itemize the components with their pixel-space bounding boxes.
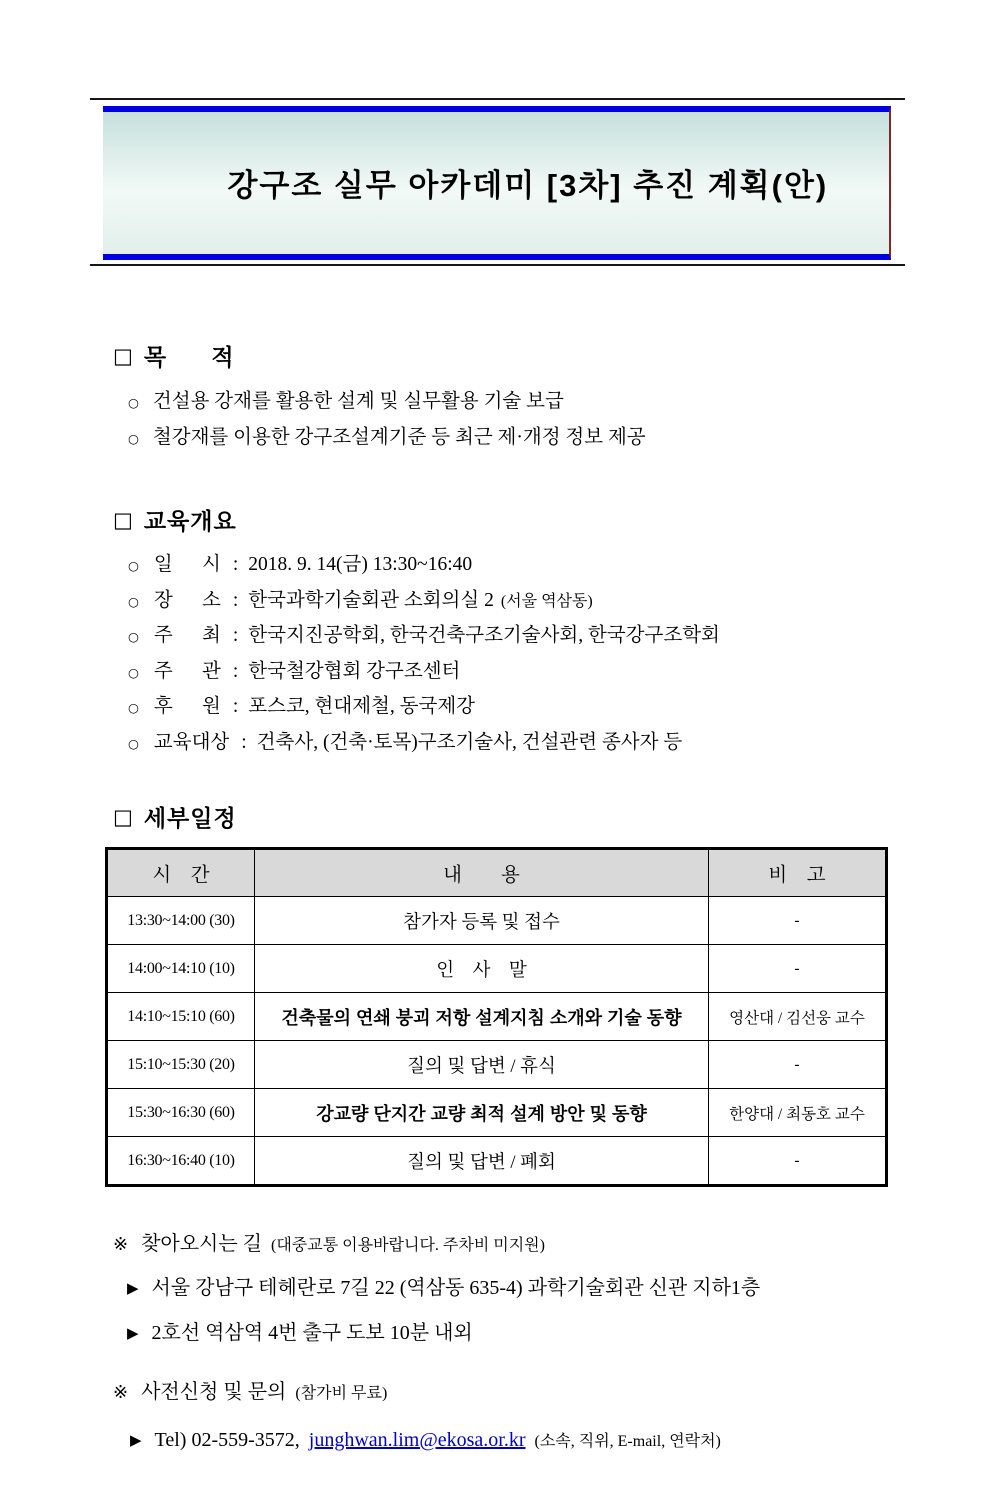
reference-mark-icon: ※ — [113, 1234, 129, 1255]
directions-item-text: 2호선 역삼역 4번 출구 도보 10분 내외 — [151, 1322, 473, 1344]
column-header-time: 시 간 — [107, 849, 255, 897]
registration-heading: 사전신청 및 문의 — [141, 1381, 287, 1403]
email-link[interactable]: junghwan.lim@ekosa.or.kr — [308, 1429, 526, 1451]
overview-item-host — [128, 619, 922, 655]
column-header-note: 비 고 — [709, 849, 887, 897]
section-heading-overview — [113, 506, 922, 536]
table-row — [107, 1137, 887, 1186]
column-header-content: 내 용 — [255, 849, 709, 897]
purpose-list — [128, 384, 922, 456]
schedule-header-row — [107, 849, 887, 897]
arrow-bullet-icon: ▶ — [130, 1431, 142, 1449]
schedule-content: 참가자 등록 및 접수 — [255, 897, 709, 945]
overview-item-value: 한국지진공학회, 한국건축구조기술사회, 한국강구조학회 — [248, 625, 720, 646]
table-row — [107, 897, 887, 945]
overview-item-value: 건축사, (건축·토목)구조기술사, 건설관련 종사자 등 — [256, 731, 683, 753]
overview-item-colon: : — [232, 696, 239, 717]
overview-item-label: 후 원 — [153, 696, 221, 717]
telephone-text: Tel) 02-559-3572, — [154, 1429, 300, 1451]
schedule-content: 질의 및 답변 / 폐회 — [255, 1137, 709, 1186]
overview-item-colon: : — [232, 589, 239, 611]
overview-item-label: 주 최 — [153, 625, 221, 646]
directions-item-text: 서울 강남구 테헤란로 7길 22 (역삼동 635-4) 과학기술회관 신관 지하1층 — [151, 1277, 761, 1299]
overview-item-colon: : — [232, 660, 239, 682]
square-bullet-icon: □ — [113, 804, 133, 829]
schedule-heading: 세부일정 — [143, 805, 237, 831]
section-heading-schedule — [113, 803, 922, 833]
reference-mark-icon: ※ — [113, 1382, 129, 1403]
table-row — [107, 945, 887, 993]
overview-item-colon: : — [232, 625, 239, 646]
schedule-table — [105, 847, 888, 1187]
overview-item-note: (서울 역삼동) — [500, 592, 593, 610]
section-heading-purpose — [113, 342, 922, 372]
overview-item-place — [128, 584, 922, 620]
registration-heading-note: (참가비 무료) — [295, 1385, 388, 1402]
schedule-note: 영산대 / 김선웅 교수 — [709, 993, 887, 1041]
schedule-content: 인 사 말 — [255, 945, 709, 993]
overview-item-label: 일 시 — [153, 554, 221, 575]
title-banner — [103, 106, 891, 260]
overview-item-colon: : — [232, 554, 239, 575]
overview-item-value: 한국철강협회 강구조센터 — [248, 660, 461, 682]
directions-heading-note: (대중교통 이용바랍니다. 주차비 미지원) — [271, 1237, 545, 1254]
square-bullet-icon: □ — [113, 507, 133, 532]
contact-note: (소속, 직위, E-mail, 연락처) — [534, 1433, 721, 1450]
directions-item-address — [127, 1271, 922, 1306]
circle-bullet-icon: ○ — [128, 664, 139, 680]
purpose-item — [128, 384, 922, 420]
overview-item-audience — [128, 726, 922, 762]
overview-item-sponsor — [128, 690, 922, 726]
schedule-time: 16:30~16:40 (10) — [107, 1137, 255, 1186]
arrow-bullet-icon: ▶ — [127, 1324, 139, 1342]
directions-heading: 찾아오시는 길 — [141, 1233, 263, 1255]
registration-heading-row — [113, 1377, 922, 1409]
overview-item-label: 장 소 — [153, 589, 221, 611]
overview-item-value: 한국과학기술회관 소회의실 2 — [248, 589, 494, 611]
circle-bullet-icon: ○ — [128, 700, 139, 715]
page-title: 강구조 실무 아카데미 [3차] 추진 계획(안) — [227, 168, 829, 203]
overview-item-organizer — [128, 655, 922, 691]
purpose-heading: 목 적 — [143, 344, 235, 370]
circle-bullet-icon: ○ — [128, 593, 139, 609]
schedule-note: - — [709, 897, 887, 945]
title-banner-rules — [90, 98, 905, 266]
directions-item-subway — [127, 1316, 922, 1351]
document-body — [90, 342, 922, 1459]
schedule-note: - — [709, 1137, 887, 1186]
circle-bullet-icon: ○ — [128, 395, 139, 410]
schedule-time: 15:10~15:30 (20) — [107, 1041, 255, 1089]
table-row — [107, 1089, 887, 1137]
square-bullet-icon: □ — [113, 343, 133, 368]
circle-bullet-icon: ○ — [128, 629, 139, 644]
schedule-note: - — [709, 1041, 887, 1089]
schedule-content: 강교량 단지간 교량 최적 설계 방안 및 동향 — [255, 1089, 709, 1137]
overview-item-datetime — [128, 548, 922, 584]
circle-bullet-icon: ○ — [128, 431, 139, 446]
schedule-note: 한양대 / 최동호 교수 — [709, 1089, 887, 1137]
purpose-item-text: 철강재를 이용한 강구조설계기준 등 최근 제·개정 정보 제공 — [152, 427, 646, 448]
circle-bullet-icon: ○ — [128, 558, 139, 573]
overview-heading: 교육개요 — [143, 508, 237, 534]
schedule-time: 15:30~16:30 (60) — [107, 1089, 255, 1137]
arrow-bullet-icon: ▶ — [127, 1279, 139, 1297]
overview-item-value: 포스코, 현대제철, 동국제강 — [248, 696, 475, 717]
overview-item-colon: : — [241, 731, 247, 753]
schedule-time: 13:30~14:00 (30) — [107, 897, 255, 945]
schedule-time: 14:00~14:10 (10) — [107, 945, 255, 993]
overview-item-value: 2018. 9. 14(금) 13:30~16:40 — [248, 554, 473, 575]
purpose-item-text: 건설용 강재를 활용한 설계 및 실무활용 기술 보급 — [152, 391, 564, 412]
overview-item-label: 주 관 — [153, 660, 221, 682]
schedule-content: 건축물의 연쇄 붕괴 저항 설계지침 소개와 기술 동향 — [255, 993, 709, 1041]
table-row — [107, 993, 887, 1041]
document-page — [0, 98, 992, 1501]
schedule-content: 질의 및 답변 / 휴식 — [255, 1041, 709, 1089]
overview-list — [128, 548, 922, 761]
overview-item-label: 교육대상 — [153, 731, 230, 753]
directions-heading-row — [113, 1229, 922, 1261]
registration-contact-row — [130, 1423, 922, 1459]
circle-bullet-icon: ○ — [128, 735, 139, 751]
schedule-note: - — [709, 945, 887, 993]
table-row — [107, 1041, 887, 1089]
purpose-item — [128, 420, 922, 456]
schedule-time: 14:10~15:10 (60) — [107, 993, 255, 1041]
